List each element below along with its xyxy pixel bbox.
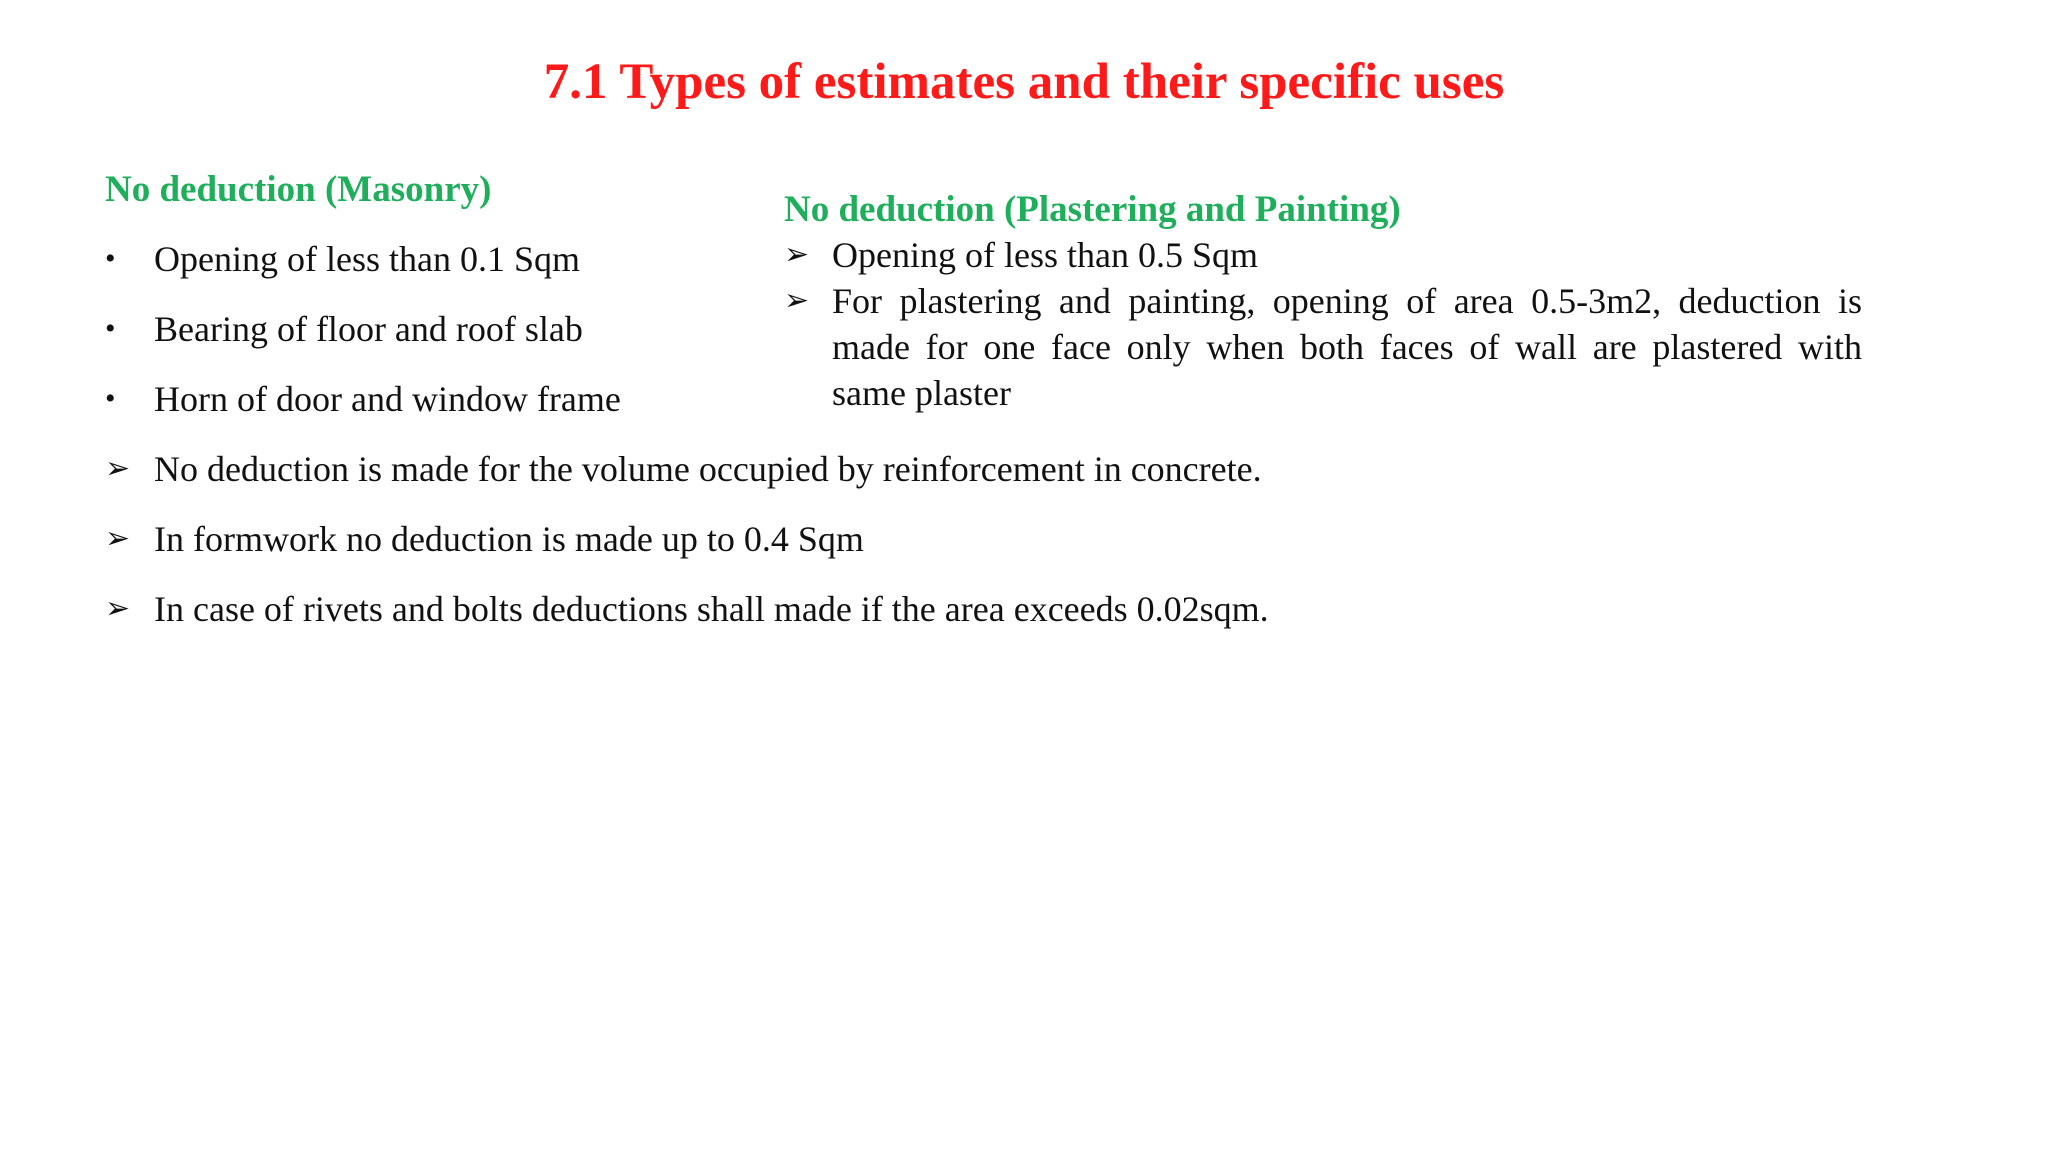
slide-title: 7.1 Types of estimates and their specific uses — [543, 54, 1505, 110]
arrow-bullet-icon: ➢ — [784, 238, 810, 271]
plastering-item-text: For plastering and painting, opening of area 0.5-3m2, deduction is made for one face only when both faces of wall are plastered with same plaster — [832, 281, 1862, 413]
masonry-item-text: Opening of less than 0.1 Sqm — [154, 239, 580, 279]
note-text: In case of rivets and bolts deductions shall made if the area exceeds 0.02sqm. — [154, 589, 1269, 629]
note-text: In formwork no deduction is made up to 0.4 Sqm — [154, 519, 864, 559]
arrow-bullet-icon: ➢ — [784, 284, 810, 317]
bullet-icon: • — [105, 382, 116, 415]
masonry-heading: No deduction (Masonry) — [105, 169, 492, 210]
masonry-item-text: Bearing of floor and roof slab — [154, 309, 583, 349]
arrow-bullet-icon: ➢ — [105, 592, 131, 625]
masonry-item-text: Horn of door and window frame — [154, 379, 621, 419]
bullet-icon: • — [105, 312, 116, 345]
arrow-bullet-icon: ➢ — [105, 452, 131, 485]
note-text: No deduction is made for the volume occupied by reinforcement in concrete. — [154, 449, 1262, 489]
plastering-item-text: Opening of less than 0.5 Sqm — [832, 235, 1258, 275]
plastering-heading: No deduction (Plastering and Painting) — [784, 189, 1401, 230]
bullet-icon: • — [105, 242, 116, 275]
arrow-bullet-icon: ➢ — [105, 522, 131, 555]
